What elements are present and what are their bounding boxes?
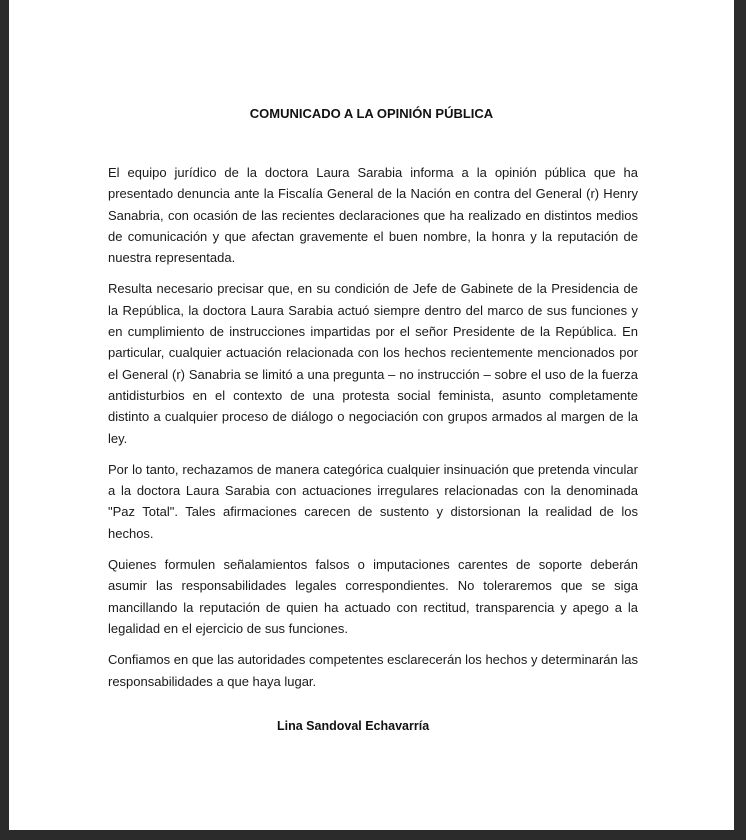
photo-frame-left [0, 0, 9, 840]
document-body [108, 162, 638, 702]
paragraph-rejection: Por lo tanto, rechazamos de manera categórica cualquier insinuación que pretenda vincular a la doctora Laura Sarabia con actuaciones irregulares relacionadas con la denominada "Paz Total". Tales afirmaciones carecen de sustento y distorsionan la realidad de los hechos. [108, 461, 638, 541]
paragraph-closing: Confiamos en que las autoridades competentes esclarecerán los hechos y determinarán las responsabilidades a que haya lugar. [108, 652, 638, 689]
photo-frame-bottom [0, 830, 746, 840]
document-page [9, 0, 734, 830]
paragraph-complaint: El equipo jurídico de la doctora Laura Sarabia informa a la opinión pública que ha presentado denuncia ante la Fiscalía General de la Nación en contra del General (r) Henry Sanabria, con ocasión de las recientes declaraciones que ha realizado en distintos medios de comunicación y que afectan gravemente el buen nombre, la honra y la reputación de nuestra representada. [108, 165, 638, 266]
document-title: COMUNICADO A LA OPINIÓN PÚBLICA [249, 106, 494, 121]
photo-frame-right [734, 0, 746, 840]
paragraph-responsibility: Quienes formulen señalamientos falsos o imputaciones carentes de soporte deberán asumir las responsabilidades legales correspondientes. No toleraremos que se siga mancillando la reputación de quien ha actuado con rectitud, transparencia y apego a la legalidad en el ejercicio de sus funciones. [108, 557, 638, 636]
signature-name: Lina Sandoval Echavarría [277, 719, 430, 733]
paragraph-clarification: Resulta necesario precisar que, en su condición de Jefe de Gabinete de la Presidencia de la República, la doctora Laura Sarabia actuó siempre dentro del marco de sus funciones y en cumplimiento de instrucciones impartidas por el señor Presidente de la República. En particular, cualquier actuación relacionada con los hechos recientemente mencionados por el General (r) Sanabria se limitó a una pregunta – no instrucción – sobre el uso de la fuerza antidisturbios en el contexto de una protesta social feminista, asunto completamente distinto a cualquier proceso de diálogo o negociación con grupos armados al margen de la ley. [108, 281, 638, 446]
